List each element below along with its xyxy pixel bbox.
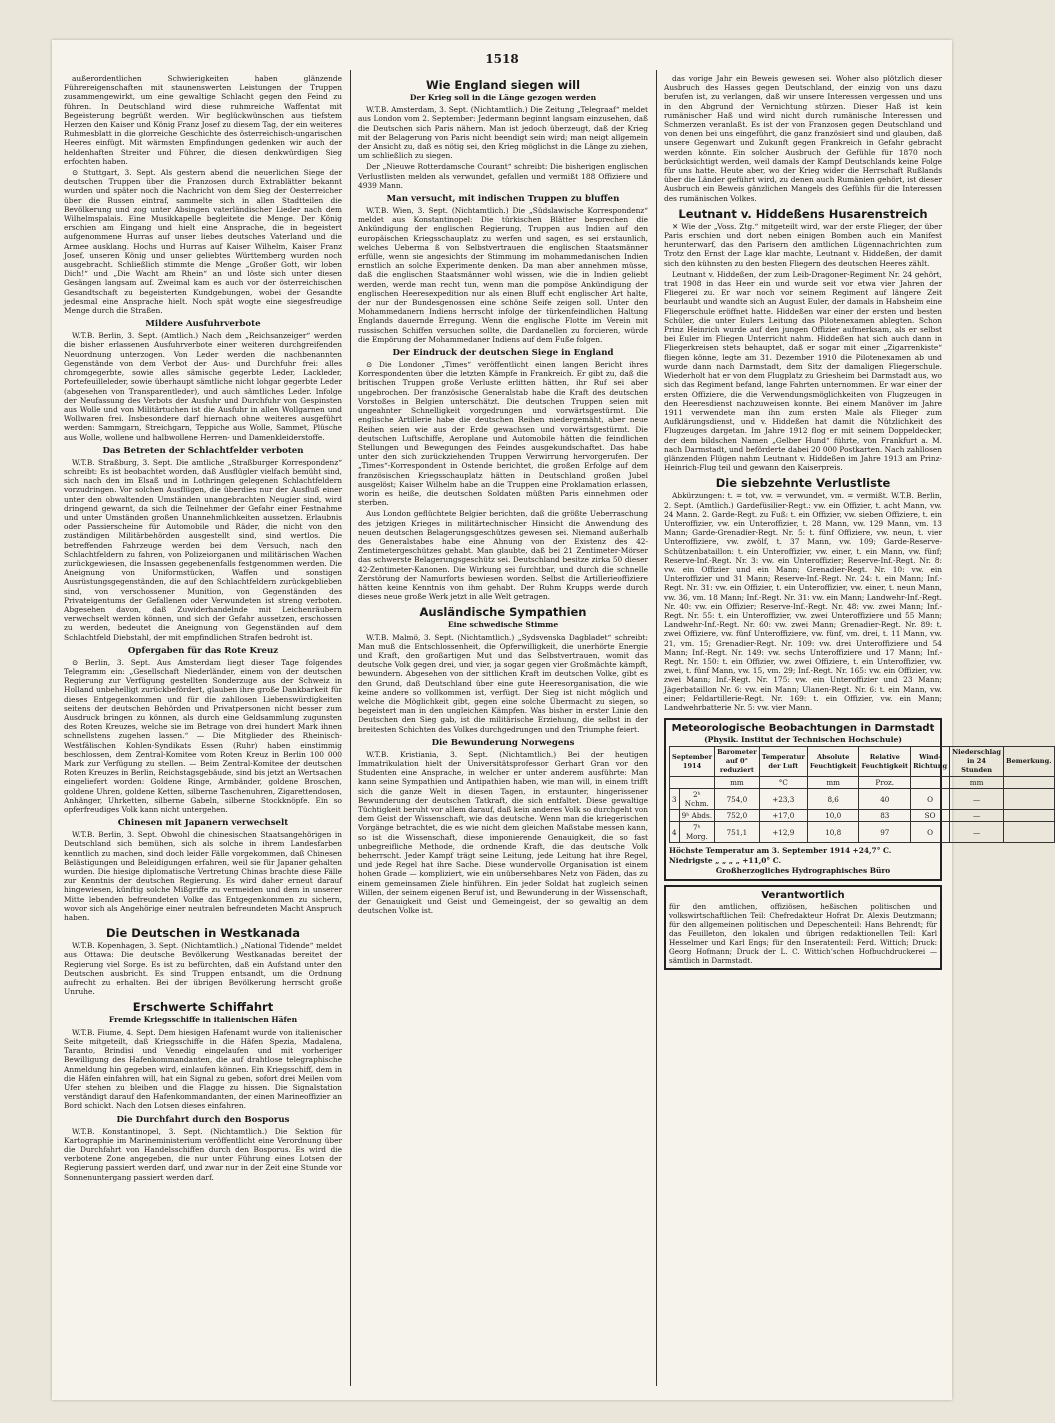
imprint-title: Verantwortlich <box>761 890 845 902</box>
col-header: Bemerkung. <box>1004 747 1054 777</box>
article-indische-truppen: W.T.B. Wien, 3. Sept. (Nichtamtlich.) Die „Südslawische Korrespondenz“ meldet aus Konstantinopel: Die türkischen Blätter besprechen die Ankündigung der englischen Regierung, Truppen aus Indien auf den europäischen Kriegsschauplatz zu werfen und sagen, es sei erstaunlich, welches Ueberma ß von Selbstvertrauen die englischen Staatsmänner erfülle, wenn sie angesichts der Stimmung im mohammedanischen Indien ernstlich an solche Experimente denken. Da man aber annehmen müsse, daß die englischen Staatsmänner wohl wissen, wie die in Indien geliebt werden, werde man recht tun, wenn man die pompöse Ankündigung der englischen Heeresexpedition nur als einen Bluff echt englischer Art halte, der nur der Bundesgenossen eine schöne Seife zeigen soll. Unter den Mohammedanern Indiens herrscht infolge der türkenfeindlichen Haltung Englands dauernde Erregung. Wenn die englische Flotte im Verein mit russischen Schiffen versuchen sollte, die Dardanellen zu forcieren, würde die Empörung der Mohammedaner Indiens auf dem Fuße folgen. <box>358 206 648 344</box>
table-cell: 9ʰ Abds. <box>679 810 715 822</box>
unit-cell: Proz. <box>859 777 911 789</box>
table-cell: +17,0 <box>759 810 807 822</box>
imprint-text: für den amtlichen, offiziösen, heßischen politischen und volkswirtschaftlichen Teil: Chefredakteur Hofrat Dr. Alexis Deutzmann; für den allgemeinen politischen und Depeschenteil: Hans Behrendt; für das Feuilleton, den lokalen und übrigen redaktionellen Teil: Karl Hesselmer und Karl Engs; für den Inseratenteil: Ferd. Wittich; Druck: Georg Hofmann; Druck der L. C. Wittich’schen Hofbuchdruckerei — sämtlich in Darmstadt. <box>669 902 937 966</box>
article-verlustliste: Abkürzungen: t. = tot, vw. = verwundet, vm. = vermißt. W.T.B. Berlin, 2. Sept. (Amtlich.) Gardefüsilier-Regt.: vw. ein Offizier, t. acht Mann, vw. 24 Mann. 2. Garde-Regt. zu Fuß: t. ein Offizier, vw. sieben Offiziere, t. ein Unteroffizier, vw. ein Unteroffizier, t. 28 Mann, vw. 129 Mann, vm. 13 Mann; Garde-Grenadier-Regt. Nr. 5: t. fünf Offiziere, vw. neun, t. vier Unteroffiziere, vw. zwölf, t. 37 Mann, vw. 109; Garde-Reserve-Schützenbataillon: t. ein Unteroffizier, vw. einer, t. ein Mann, vw. fünf; Reserve-Inf.-Regt. Nr. 3: vw. ein Unteroffizier; Reserve-Inf.-Regt. Nr. 8: vw. ein Offizier und ein Mann; Grenadier-Regt. Nr. 10: vw. ein Unteroffizier und 31 Mann; Reserve-Inf.-Regt. Nr. 24: t. ein Mann; Inf.-Regt. Nr. 31: vw. ein Offizier, t. ein Unteroffizier, vw. einer, t. neun Mann, vw. 36, vm. 18 Mann; Inf.-Regt. Nr. 31: vw. ein Mann; Landwehr-Inf.-Regt. Nr. 40: vw. ein Offizier; Reserve-Inf.-Regt. Nr. 48: vw. zwei Mann; Inf.-Regt. Nr. 55: t. ein Unteroffizier, vw. zwei Unteroffiziere und 55 Mann; Landwehr-Inf.-Regt. Nr. 60: vw. zwei Mann; Grenadier-Regt. Nr. 89: t. zwei Offiziere, vw. fünf Unteroffiziere, vw. fünf, vm. drei, t. 11 Mann, vw. 21, vm. 15; Grenadier-Regt. Nr. 109: vw. drei Unteroffiziere und 54 Mann; Inf.-Regt. Nr. 149: vw. sechs Unteroffiziere und 17 Mann; Inf.-Regt. Nr. 150: t. ein Offizier, vw. zwei Offiziere, t. ein Unteroffizier, vw. zwei, t. fünf Mann, vw. 15, vm. 29; Inf.-Regt. Nr. 165: vw. ein Offizier, vw. zwei Mann; Inf.-Regt. Nr. 175: vw. ein Unteroffizier und 23 Mann; Jägerbataillon Nr. 6: vw. ein Mann; Ulanen-Regt. Nr. 6: t. ein Mann, vw. einer; Feldartillerie-Regt. Nr. 169: t. ein Offizier, vw. ein Mann; Landwehrbatterie Nr. 5: vw. vier Mann. <box>664 491 942 712</box>
headline-chinesen: Chinesen mit Japanern verwechselt <box>117 818 289 829</box>
table-cell: SO <box>911 810 950 822</box>
table-cell: — <box>950 822 1004 843</box>
unit-cell: mm <box>715 777 760 789</box>
weather-header-row <box>670 747 1055 777</box>
table-cell: 7ʰ Morg. <box>679 822 715 843</box>
min-temp-label: Niedrigste „ „ „ „ <box>669 856 740 866</box>
max-temp-label: Höchste Temperatur am 3. September 1914 <box>669 846 851 856</box>
headline-norwegen: Die Bewunderung Norwegens <box>431 737 575 748</box>
table-cell: — <box>950 789 1004 810</box>
col-header: Niederschlag in 24 Stunden <box>950 747 1004 777</box>
table-cell: 10,8 <box>807 822 859 843</box>
table-cell <box>670 810 680 822</box>
headline-opfergaben: Opfergaben für das Rote Kreuz <box>127 645 279 656</box>
article-rumaenien: das vorige Jahr ein Beweis gewesen sei. Woher also plötzlich dieser Ausbruch des Hasses gegen Deutschland, der einzig von uns dazu berufen ist, zu verlangen, daß wir unsere Interessen vergessen und uns in den Abgrund der Vernichtung stürzen. Dieser Haß ist kein rumänischer Haß und wird nicht durch rumänische Interessen und Schmerzen veranlaßt. Es ist der von Franzosen gegen Deutschland und von denen bei uns eingeführt, die ganz französiert sind und glauben, daß unsere Gegenwart und Zukunft gegen Frankreich in Gefahr gebracht werden könnte. Ein solcher Ausbruch der Gefühle für 1870 noch berücksichtigt werden, weil damals der Kampf Deutschlands keine Folge für uns hatte. Heute aber, wo der Krieg wider die Herrschaft Rußlands über die Länder geführt wird, zu denen auch Rumänien gehört, ist dieser Ausbruch ein Beweis gänzlichen Mangels des Gefühls für die Interessen des rumänischen Volkes. <box>664 74 942 203</box>
col-header: Absolute Feuchtigkeit <box>807 747 859 777</box>
weather-title: Meteorologische Beobachtungen in Darmstadt <box>671 723 935 735</box>
article-eindruck: ⊙ Die Londoner „Times“ veröffentlicht einen langen Bericht ihres Korrespondenten über die letzten Kämpfe in Frankreich. Er gibt zu, daß die britischen Truppen große Verluste erlitten hätten, ihr Ruf sei aber ungebrochen. Der französische Generalstab habe die Kraft des deutschen Vorstoßes in Belgien unterschätzt. Die deutschen Truppen seien mit ungeahnter Schnelligkeit vorgedrungen und vorwärtsgestürmt. Die englische Artillerie habe die deutschen Reihen niedergemäht, aber neue Reihen seien wie aus der Erde gewachsen und vorwärtsgestürmt. Die deutschen Luftschiffe, Aeroplane und Automobile hätten die feindlichen Stellungen und Bewegungen des Feindes ausgekundschaftet. Das habe unter den sich zurückziehenden Truppen Verwirrung hervorgerufen. Der „Times“-Korrespondent in Ostende berichtet, die großen Erfolge auf dem französischen Kriegsschauplatz hätten in Deutschland großen Jubel ausgelöst; Kaiser Wilhelm habe an die Truppen eine Proklamation erlassen, worin es heiße, die deutschen Soldaten müßten Paris einnehmen oder sterben. <box>358 360 648 508</box>
weather-subtitle: (Physik. Institut der Technischen Hochschule) <box>704 735 902 745</box>
table-cell <box>1004 810 1054 822</box>
article-continuation: außerordentlichen Schwierigkeiten haben glänzende Führereigenschaften mit staunenswerten Leistungen der Truppen zusammengewirkt, um eine gewaltige Schlacht gegen den Feind zu führen. In Deutschland wird diese ruhmreiche Waffentat mit Begeisterung begrüßt werden. Wir beglückwünschen aus tiefstem Herzen den Kaiser und König Franz Josef zu diesem Tag, der ein weiteres Ruhmesblatt in die glorreiche Geschichte des österreichisch-ungarischen Heeres einfügt. Mit wärmsten Empfindungen gedenken wir auch der heldenhaften Streiter und Führer, die diesen denkwürdigen Sieg erfochten haben. <box>64 74 342 166</box>
table-cell: — <box>950 810 1004 822</box>
article-opfergaben: ⊙ Berlin, 3. Sept. Aus Amsterdam liegt dieser Tage folgendes Telegramm ein: „Gesellschaft Niederländer, einem von der deutschen Regierung zur Verfügung gestellten Sonderzuge aus der Schweiz in Holland unbehelligt zurückbefördert, glauben ihre große Dankbarkeit für dieses Entgegenkommen und für die zahllosen Liebenswürdigkeiten seitens der deutschen Behörden und Privatpersonen nicht besser zum Ausdruck bringen zu können, als durch eine Geldsammlung zugunsten des Roten Kreuzes, welche sie im Betrage von drei hundert Mark ihnen schnellstens zugehen lassen.“ — Die Mitglieder des Rheinisch-Westfälischen Kohlen-Syndikats Essen (Ruhr) haben einstimmig beschlossen, dem Zentral-Komitee vom Roten Kreuz in Berlin 100 000 Mark zur Verfügung zu stellen. — Beim Zentral-Komitee der deutschen Roten Kreuzes in Berlin, Reichstagsgebäude, sind bis jetzt an Wertsachen eingeliefert worden: Goldene Ringe, Armbänder, goldene Broschen, goldene Uhren, goldene Ketten, silberne Taschenuhren, Zigarettendosen, Anhänger, Uhrketten, silberne Gabeln, silberne Stockknöpfe. Ein so opferfreudiges Volk kann nicht untergehen. <box>64 657 342 815</box>
col-header: Temperatur der Luft <box>759 747 807 777</box>
table-cell: 2ʰ Nchm. <box>679 789 715 810</box>
article-bosporus: W.T.B. Konstantinopel, 3. Sept. (Nichtamtlich.) Die Sektion für Kartographie im Marineministerium veröffentlicht eine Verordnung über die Durchfahrt von Handelsschiffen durch den Bosporus. Es wird die verbotene Zone angegeben, die nur unter Führung eines Lotsen der Regierung passiert werden darf, und zwar nur in der Zeit eine Stunde vor Sonnenuntergang passiert werden darf. <box>64 1126 342 1182</box>
max-temp-value: +24,7° C. <box>852 846 892 856</box>
unit-cell <box>1004 777 1054 789</box>
table-cell <box>1004 789 1054 810</box>
article-hiddessen-2: Leutnant v. Hiddeßen, der zum Leib-Dragoner-Regiment Nr. 24 gehört, trat 1908 in das Heer ein und wurde seit vor etwa vier Jahren der Fliegerei zu. Er war noch vor seinem Regiment auf längere Zeit beurlaubt und wandte sich an August Euler, der damals in Habsheim eine Fliegerschule eröffnet hatte. Hiddeßen war einer der ersten und besten Schüler, die unter Eulers Leitung das Pilotenexamen ablegten. Schon Prinz Heinrich wurde auf den jungen Offizier aufmerksam, als er selbst bei Euler im Fliegen Unterricht nahm. Hiddeßen hat sich auch dann in Fliegerkreisen stets behauptet, daß er sogar mit einer „Zigarrenkiste“ fliegen könne, legte am 31. Dezember 1910 die Pilotenexamen ab und wurde dann nach Darmstadt, dem Sitz der damaligen Fliegerschule. Wiederholt hat er von dem Flugplatz zu Griesheim bei Darmstadt aus, wo sich das Regiment befand, lange Fahrten unternommen. Er war einer der ersten Offiziere, die die Verwendungsmöglichkeiten von Flugzeugen in den Heeresdienst nachzuweisen konnte. Bei einem Manöver im Jahre 1911 verwendete man ihn zum ersten Male als Flieger zum Aufklärungsdienst, und v. Hiddeßen hat damit die Nützlichkeit des Flugzeuges dargetan. Im Jahre 1912 flog er mit seinem Doppeldecker, der dem bildschen Namen „Gelber Hund“ führte, von Frankfurt a. M. nach Darmstadt, und beförderte dabei 20 000 Postkarten. Nach zahllosen glänzenden Flügen nahm Leutnant v. Hiddeßen im Jahre 1913 am Prinz-Heinrich-Flug teil und gewann den Kaiserpreis. <box>664 269 942 473</box>
headline-verlustliste: Die siebzehnte Verlustliste <box>715 476 891 491</box>
headline-hiddessen: Leutnant v. Hiddeßens Husarenstreich <box>678 206 928 221</box>
article-hiddessen: ✕ Wie der „Voss. Ztg.“ mitgeteilt wird, war der erste Flieger, der über Paris erschien und dort neben einigen Bomben auch ein Manifest herunterwarf, das den Parisern den amtlichen Lügennachrichten zum Trotz den Ernst der Lage klar machte, Leutnant v. Hiddeßen, der damit sich den kühnsten zu den besten Fliegern des deutschen Heeres zählt. <box>664 221 942 268</box>
unit-cell: mm <box>950 777 1004 789</box>
table-row <box>670 789 1055 810</box>
subheadline-england: Der Krieg soll in die Länge gezogen werden <box>409 93 597 102</box>
unit-cell: °C <box>759 777 807 789</box>
article-westkanada: W.T.B. Kopenhagen, 3. Sept. (Nichtamtlich.) „National Tidende“ meldet aus Ottawa: Die deutsche Bevölkerung Westkanadas bereitet der Regierung viel Sorge. Es ist zu befürchten, daß ein Aufstand unter den Deutschen ausbricht. Es sind Truppen entsandt, um die Ordnung aufrecht zu erhalten. Bei der übrigen Bevölkerung herrscht große Unruhe. <box>64 941 342 997</box>
headline-england: Wie England siegen will <box>425 78 581 92</box>
table-cell <box>1004 822 1054 843</box>
headline-eindruck: Der Eindruck der deutschen Siege in England <box>392 348 614 359</box>
subheadline-sympathien: Eine schwedische Stimme <box>447 620 559 630</box>
weather-table <box>669 746 1055 843</box>
article-stuttgart: ⊙ Stuttgart, 3. Sept. Als gestern abend die neuerlichen Siege der deutschen Truppen über die Franzosen durch Extrablätter bekannt wurden und später noch die Nachricht von dem Sieg der Oesterreicher über die Russen eintraf, sammelte sich in allen Stadtteilen die Bevölkerung und zog unter Absingen vaterländischer Lieder nach dem Wilhelmspalais. Eine Musikkapelle begleitete die Menge. Der König erschien am Eingang und hielt eine Ansprache, die in begeistert aufgenommene Hurras auf unser liebes deutsches Vaterland und die Armee ausklang. Hochs und Hurras auf Kaiser Wilhelm, Kaiser Franz Josef, unseren König und unser geliebtes Württemberg wurden noch ausgebracht. Schließlich stimmte die Menge „Großer Gott, wir loben Dich!“ und „Die Wacht am Rhein“ an und löste sich unter diesen Gesängen langsam auf. Zweimal kam es auch vor der österreichischen Gesandtschaft zu begeisterten Kundgebungen, wobei der Gesandte jedesmal eine Ansprache hielt. Noch spät wogte eine siegesfreudige Menge durch die Straßen. <box>64 168 342 316</box>
table-cell: +12,9 <box>759 822 807 843</box>
article-norwegen: W.T.B. Kristiania, 3. Sept. (Nichtamtlich.) Bei der heutigen Immatrikulation hielt der Universitätsprofessor Gerhart Gran vor den Studenten eine Ansprache, in welcher er unter anderem ausführte: Man kann seine Sympathien und Antipathien haben, wie man will, in einem trifft sich die ganze Welt in diesen Tagen, in erstaunter, hingerissener Bewunderung der deutschen Tatkraft, die sich entfaltet. Diese gewaltige Tüchtigkeit beruht vor allem darauf, daß kein anderes Volk so durchgeht von dem Geist der Wissenschaft, wie das deutsche. Wenn man die kriegerischen Vorgänge betrachtet, die es wie nicht dem gleichen Maßstabe messen kann, so ist die Wissenschaft, diese imponierende Genauigkeit, die so fast unbegreifliche Methode, die ordnende Kraft, die das deutsche Volk beherrscht. Jeder Kampf trägt seine Leitung, jede Leitung hat ihre Regel, und jede Regel hat ihre Sache. Diese wundervolle Organisation ist einem hohen Grade — kompliziert, wie ein unübersehbares Netz von Fäden, das zu einem gemeinsamen Ziele hinführen. Ein jeder Soldat hat zugleich seinen Willen, der seinem eigenen Beruf ist, und Bewunderung in der Wissenschaft, der Genauigkeit und Geist und Gemeingeist, der so gewaltig an dem deutschen Volke ist. <box>358 749 648 916</box>
headline-sympathien: Ausländische Sympathien <box>419 605 587 620</box>
weather-extremes <box>669 846 937 876</box>
table-cell: 752,0 <box>715 810 760 822</box>
article-schiffahrt: W.T.B. Fiume, 4. Sept. Dem hiesigen Hafenamt wurde von italienischer Seite mitgeteilt, daß Kriegsschiffe in die Häfen Spezia, Madalena, Taranto, Brindisi und Venedig eingelaufen und mit vorheriger Bewilligung des Hafenkommandanten, die auf drahtlose telegraphische Anmeldung hin gegeben wird, einlaufen können. Ein Kriegsschiff, dem in die Häfen einfahren will, hat ein Signal zu geben, sofort drei Meilen vom Ufer stehen zu bleiben und die Flagge zu hissen. Die Signalstation verständigt darauf den Hafenkommandanten, der einen Marineoffizier an Bord schickt. Nach den Lotsen dieses einfahren. <box>64 1027 342 1111</box>
weather-units-row <box>670 777 1055 789</box>
article-england-verluste: Der „Nieuwe Rotterdamsche Courant“ schreibt: Die bisherigen englischen Verlustlisten melden als verwundet, gefallen und vermißt 188 Offiziere und 4939 Mann. <box>358 162 648 190</box>
subheadline-schiffahrt: Fremde Kriegsschiffe in italienischen Häfen <box>108 1015 298 1025</box>
column-rule <box>656 70 657 1386</box>
article-chinesen: W.T.B. Berlin, 3. Sept. Obwohl die chinesischen Staatsangehörigen in Deutschland sich bemühen, sich als solche in ihrem Landesfarben kenntlich zu machen, sind doch leider Fälle vorgekommen, daß Chinesen Belästigungen und Beleidigungen erfahren, weil sie für Japaner gehalten wurden. Die hiesige diplomatische Vertretung Chinas brachte diese Fälle zur Kenntnis der deutschen Regierung. Es wird daher erneut darauf hingewiesen, künftig solche Mißgriffe zu vermeiden und dem in unserer Mitte lebenden befreundeten Volke das Entgegenkommen zu sichern, wovor sich als Angehörige einer neutralen befreundeten Macht Anspruch haben. <box>64 830 342 923</box>
table-cell: O <box>911 789 950 810</box>
table-cell: 3 <box>670 789 680 810</box>
headline-ausfuhr: Mildere Ausfuhrverbote <box>145 319 261 330</box>
headline-schiffahrt: Erschwerte Schiffahrt <box>132 1000 274 1015</box>
table-cell: 754,0 <box>715 789 760 810</box>
col-header: Wind-Richtung <box>911 747 950 777</box>
table-row <box>670 822 1055 843</box>
min-temp-value: +11,0° C. <box>742 856 782 866</box>
article-schlachtfelder: W.T.B. Straßburg, 3. Sept. Die amtliche „Straßburger Korrespondenz“ schreibt: Es ist beobachtet worden, daß Ausflügler vielfach bemüht sind, sich nach den im Elsaß und in Lothringen gelegenen Schlachtfeldern vorzudringen. Vor solchen Ausflügen, die überdies nur der Ausfluß einer unter den obwaltenden Umständen unangebrachten Neugier sind, wird dringend gewarnt, da sich die Teilnehmer der Gefahr einer Festnahme und unter Umständen großen Unannehmlichkeiten aussetzen. Erlaubnis oder Passierscheine für Automobile und Räder, die nicht von den zuständigen Militärbehörden ausgestellt sind, sind wertlos. Die betreffenden Fahrzeuge werden bei dem Versuch, nach den Schlachtfeldern zu fahren, von Polizeiorganen und militärischen Wachen zurückgewiesen, die Insassen gegebenenfalls festgenommen werden. Die Aneignung von Uniformstücken, Waffen und sonstigen Ausrüstungsgegenständen, die auf den Schlachtfeldern zurückgeblieben sind, von verschossener Munition, von Gegenständen des Privateigentums der Gefallenen oder Verwundeten ist streng verboten. Abgesehen davon, daß Zuwiderhandelnde mit Leichenräubern verwechselt werden können, und sich der Gefahr aussetzen, erschossen zu werden, bedeutet die Aneignung von Gegenständen auf dem Schlachtfeld Diebstahl, der mit empfindlichen Strafen bedroht ist. <box>64 457 342 642</box>
table-cell: 97 <box>859 822 911 843</box>
article-england: W.T.B. Amsterdam, 3. Sept. (Nichtamtlich.) Die Zeitung „Telegraaf“ meldet aus London vom 2. September: Jedermann beginnt langsam einzusehen, daß die Deutschen sich Paris nähern. Man ist jedoch überzeugt, daß der Krieg mit der Belagerung von Paris nicht beendigt sein wird; man neigt allgemein der Ansicht zu, daß es nötig sei, den Krieg möglichst in die Länge zu ziehen, um schließlich zu siegen. <box>358 105 648 161</box>
headline-schlachtfelder: Das Betreten der Schlachtfelder verboten <box>102 445 304 456</box>
article-ausfuhr: W.T.B. Berlin, 3. Sept. (Amtlich.) Nach dem „Reichsanzeiger“ werden die bisher erlassenen Ausfuhrverbote einer weiteren durchgreifenden Neuordnung unterzogen. Von Leder werden die nachbenannten Gegenstände von dem Verbot der Aus- und Durchfuhr frei: alles chromgegerbte, sowie alles sämische gegerbte Leder, Lackleder, Portefeuilleleder, sowie überhaupt sämtliche nicht lohgar gegerbte Leder (abgesehen von Transparentleder), und auch sämtliches Leder. Infolge der Neufassung des Verbots der Ausfuhr und Durchfuhr von Gespinsten aus Wolle und von Militärtuchen ist die Ausfuhr in allen Wollgarnen und Wollwaren frei. Insbesondere darf hiernach ohne weiteres ausgeführt werden: Sammgarn, Streichgarn, Teppiche aus Wolle, Sammet, Plüsche aus Wolle, wollene und halbwollene Herren- und Damenkleiderstoffe. <box>64 331 342 442</box>
imprint-box <box>664 885 942 970</box>
table-cell: 40 <box>859 789 911 810</box>
table-cell: 751,1 <box>715 822 760 843</box>
table-cell: 4 <box>670 822 680 843</box>
table-cell: 83 <box>859 810 911 822</box>
unit-cell <box>670 777 715 789</box>
column-right <box>664 74 1052 1386</box>
min-temp-line <box>669 856 937 866</box>
column-left <box>64 74 342 1386</box>
table-cell: O <box>911 822 950 843</box>
col-header: September 1914 <box>670 747 715 777</box>
newspaper-page <box>52 40 1052 1400</box>
article-eindruck-belgier: Aus London geflüchtete Belgier berichten, daß die größte Ueberraschung des jetzigen Krieges in militärtechnischer Hinsicht die Anwendung des neuen deutschen Belagerungsgeschützes gewesen sei. Niemand außerhalb des Generalstabes habe eine Ahnung von der Existenz des 42-Zentimetergeschützes gehabt. Man glaubte, daß bei 21 Zentimeter-Mörser das schwerste Belagerungsgeschütz sei. Deutschland besitze zirka 50 dieser 42-Zentimeter-Kanonen. Die Wirkung sei furchtbar, und durch die schnelle Zerstörung der Namurforts bewiesen worden. Selbst die Artillerieoffiziere hätten keine Kenntnis von ihm gehabt. Der Ruhm Krupps werde durch dieses neue große Werk jetzt in alle Welt getragen. <box>358 509 648 602</box>
weather-office: Großherzogliches Hydrographisches Büro <box>715 866 891 876</box>
table-row <box>670 810 1055 822</box>
unit-cell <box>911 777 950 789</box>
page-number: 1518 <box>485 52 519 66</box>
table-cell: 10,0 <box>807 810 859 822</box>
max-temp-line <box>669 846 937 856</box>
col-header: Barometer auf 0° reduziert <box>715 747 760 777</box>
column-middle <box>358 74 648 1386</box>
headline-westkanada: Die Deutschen in Westkanada <box>105 926 301 941</box>
weather-box <box>664 718 1052 881</box>
article-sympathien: W.T.B. Malmö, 3. Sept. (Nichtamtlich.) „Sydsvenska Dagbladet“ schreibt: Man muß die Entschlossenheit, die Opferwilligkeit, die unerhörte Energie und Kraft, den großartigen Mut und das Selbstvertrauen, womit das deutsche Volk gegen drei, und vier, ja sogar gegen vier Großmächte kämpft, bewundern. Abgesehen von der sittlichen Kraft im deutschen Volke, gibt es den Grund, daß Deutschland über eine gute Heeresorganisation, die wie keine andere so vollkommen ist, verfügt. Der Sieg ist nicht möglich und welche die Möglichkeit gibt, gegen eine solche Übermacht zu siegen, so begeistert man in den ungleichen Kämpfen. Was bisher in erster Linie den Deutschen den Sieg gab, ist die militärische Erziehung, die selbst in der breitesten Schichten des Volkes durchgedrungen und den Triumphe feiert. <box>358 632 648 734</box>
headline-bosporus: Die Durchfahrt durch den Bosporus <box>116 1114 290 1125</box>
table-cell: +23,3 <box>759 789 807 810</box>
headline-indische-truppen: Man versucht, mit indischen Truppen zu bluffen <box>386 194 620 205</box>
table-cell: 8,6 <box>807 789 859 810</box>
column-rule <box>350 70 351 1386</box>
col-header: Relative Feuchtigkeit <box>859 747 911 777</box>
unit-cell: mm <box>807 777 859 789</box>
